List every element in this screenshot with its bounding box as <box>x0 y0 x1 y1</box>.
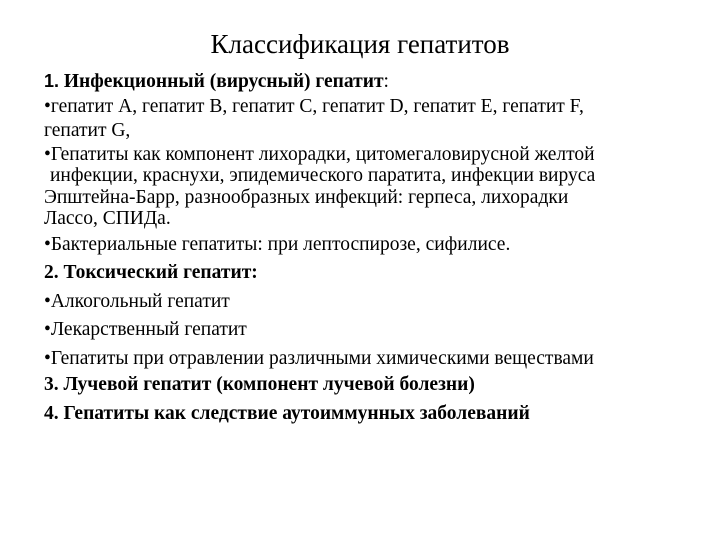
section-1-number: 1. <box>44 71 60 91</box>
section-1-bullet-bacterial <box>44 233 704 258</box>
section-1-heading <box>44 69 704 95</box>
slide-content <box>44 69 704 426</box>
section-4-heading: 4. Гепатиты как следствие аутоиммунных заболеваний <box>44 402 530 424</box>
bullet-line: Эпштейна-Барр, разнообразных инфекций: герпеса, лихорадки <box>44 186 569 208</box>
section-2-bullet-poisoning: •Гепатиты при отравлении различными химическими веществами <box>44 347 594 369</box>
section-1-title: Инфекционный (вирусный) гепатит <box>63 71 384 92</box>
bullet-line: •Бактериальные гепатиты: при лептоспирозе, сифилисе. <box>44 233 511 255</box>
section-2-heading: 2. Токсический гепатит: <box>44 262 258 283</box>
section-1-colon: : <box>383 71 389 92</box>
section-1-bullet-viruses <box>44 95 704 144</box>
bullet-line: •гепатит А, гепатит В, гепатит С, гепатит D, гепатит Е, гепатит F, <box>44 95 584 117</box>
slide-title: Классификация гепатитов <box>210 29 510 59</box>
bullet-line: •Гепатиты как компонент лихорадки, цитомегаловирусной желтой <box>44 143 595 165</box>
section-2-bullet-drug: •Лекарственный гепатит <box>44 319 247 340</box>
bullet-line: инфекции, краснухи, эпидемического паратита, инфекции вируса <box>50 165 596 186</box>
section-1-bullet-fever-hepatitis <box>44 144 704 230</box>
bullet-line: Лассо, СПИДа. <box>44 208 171 229</box>
section-3-heading: 3. Лучевой гепатит (компонент лучевой болезни) <box>44 374 475 395</box>
section-2-bullet-alcohol: •Алкогольный гепатит <box>44 290 230 312</box>
bullet-line: гепатит G, <box>44 120 131 141</box>
